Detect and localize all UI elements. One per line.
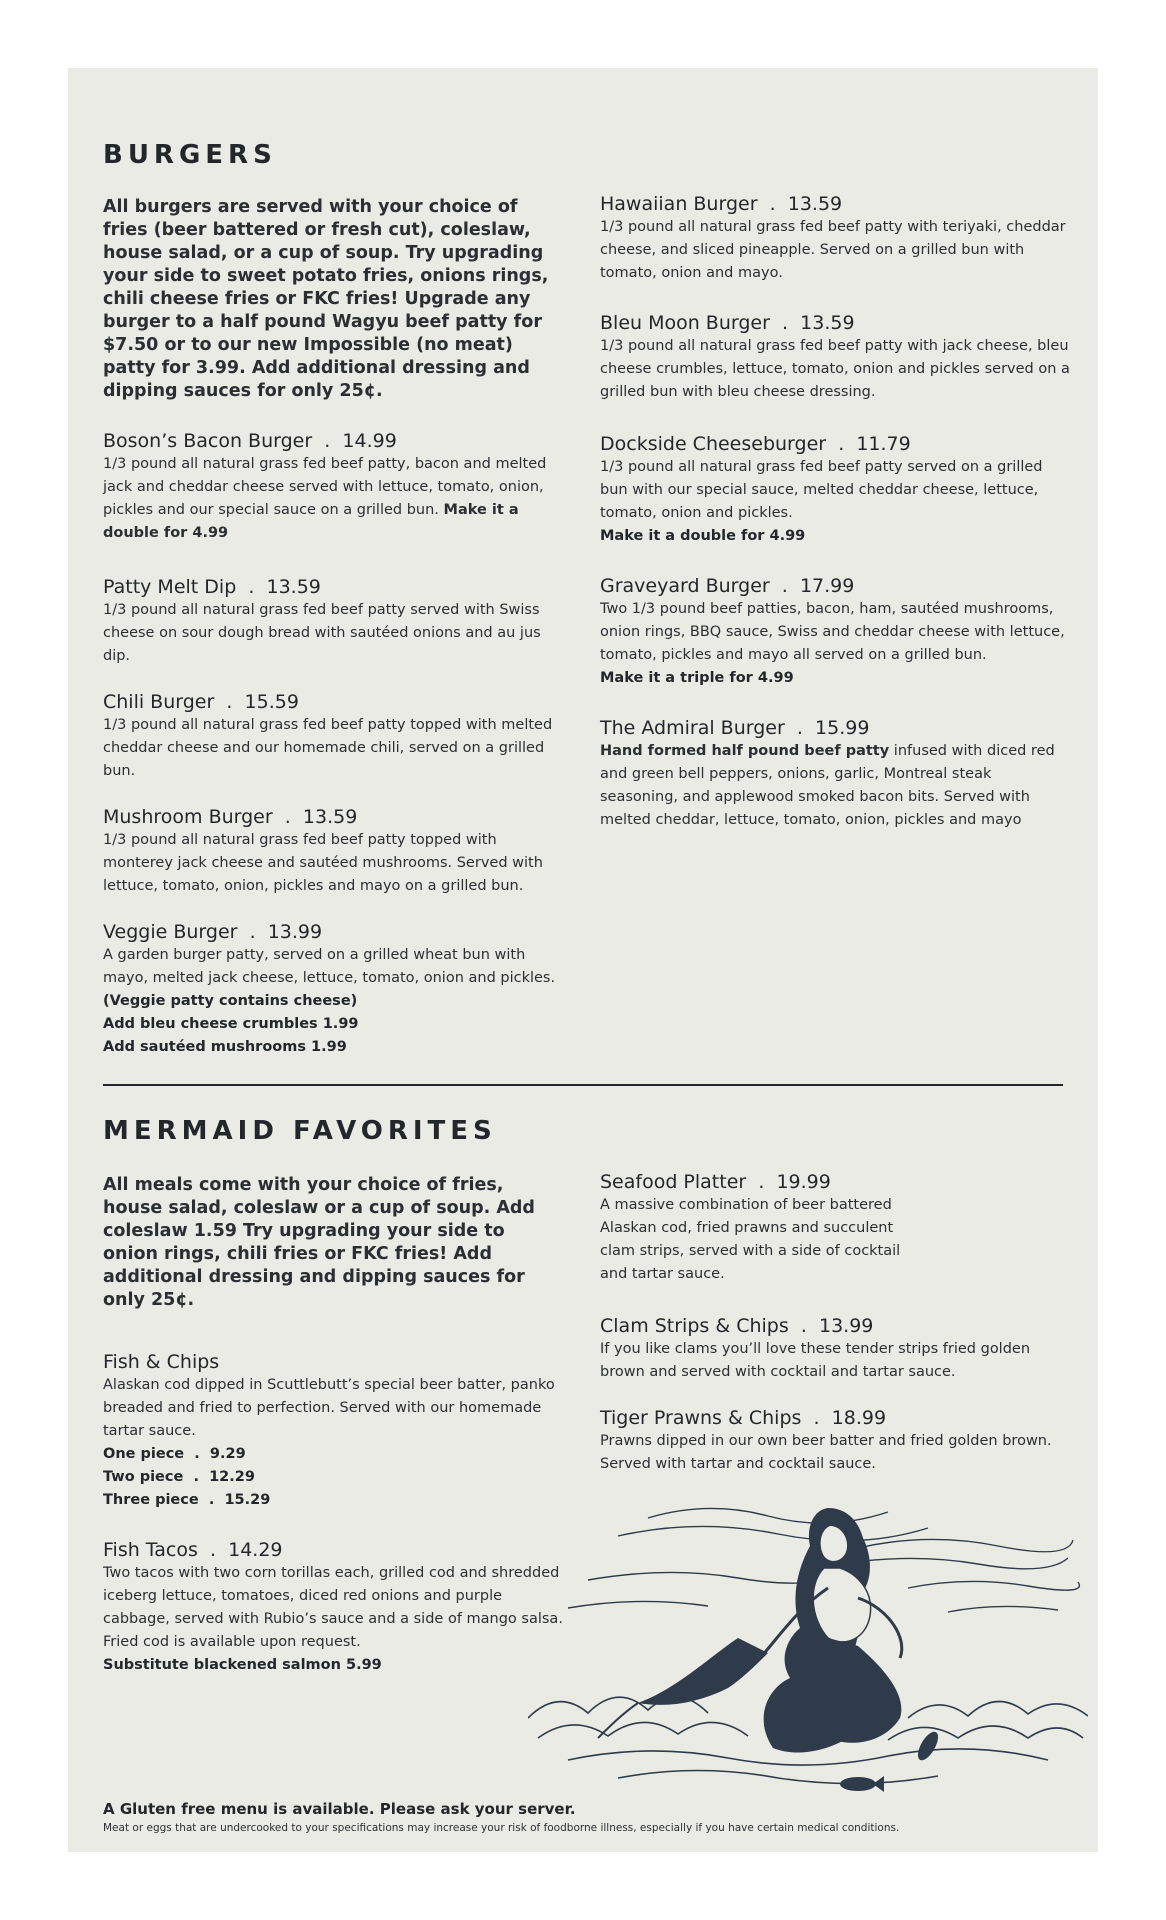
item-option [103, 1466, 563, 1489]
item-description: A massive combination of beer battered Alaskan cod, fried prawns and succulent clam strips, served with a side of cocktail and tartar sauce. [600, 1197, 901, 1282]
item-heading [600, 1406, 1072, 1430]
item-heading [600, 716, 1072, 740]
menu-item [600, 192, 1072, 285]
item-price: 13.99 [818, 1315, 874, 1337]
separator-dot: . [782, 312, 789, 334]
item-heading [600, 311, 1072, 335]
separator-dot: . [209, 1539, 217, 1561]
item-heading [600, 192, 1072, 216]
item-desc-text: 1/3 pound all natural grass fed beef patty, bacon and melted jack and cheddar cheese served with lettuce, tomato, onion, pickles and our special sauce on a grilled bun. [103, 456, 547, 518]
mermaid-illustration [528, 1488, 1088, 1798]
menu-item [600, 432, 1072, 548]
menu-item [103, 429, 563, 545]
item-name: Chili Burger [103, 691, 215, 713]
item-lead: Hand formed half pound beef patty [600, 743, 890, 759]
item-description: Prawns dipped in our own beer batter and fried golden brown. Served with tartar and cocktail sauce. [600, 1433, 1052, 1472]
item-heading [103, 1538, 563, 1562]
menu-item [103, 805, 563, 898]
item-description: Alaskan cod dipped in Scuttlebutt’s special beer batter, panko breaded and fried to perfection. Served with our homemade tartar sauce. [103, 1377, 555, 1439]
item-name: Clam Strips & Chips [600, 1315, 789, 1337]
item-heading [103, 575, 563, 599]
item-description: 1/3 pound all natural grass fed beef patty topped with monterey jack cheese and sautéed mushrooms. Served with lettuce, tomato, onion, pickles and mayo on a grilled bun. [103, 832, 543, 894]
separator-dot: . [194, 1446, 200, 1462]
item-description: A garden burger patty, served on a grilled wheat bun with mayo, melted jack cheese, lettuce, tomato, onion and pickles. [103, 947, 556, 986]
item-description [600, 740, 1072, 832]
menu-item [103, 690, 563, 783]
separator-dot: . [796, 717, 803, 739]
item-option [103, 1443, 563, 1466]
menu-item [103, 1350, 563, 1512]
item-name: Seafood Platter [600, 1171, 747, 1193]
separator-dot: . [758, 1171, 765, 1193]
menu-item [103, 1538, 563, 1677]
menu-item [600, 1314, 1072, 1384]
section-divider [103, 1084, 1063, 1086]
item-heading [600, 1170, 930, 1194]
menu-item [600, 1406, 1072, 1476]
burgers-title: BURGERS [103, 140, 277, 170]
item-heading [103, 690, 563, 714]
separator-dot: . [193, 1469, 199, 1485]
separator-dot: . [781, 575, 788, 597]
mermaid-left-column [103, 1174, 563, 1699]
option-label: Three piece [103, 1492, 199, 1508]
item-price: 13.59 [302, 806, 358, 828]
item-name: Graveyard Burger [600, 575, 770, 597]
item-price: 13.59 [800, 312, 855, 334]
item-note: Substitute blackened salmon 5.99 [103, 1657, 382, 1673]
option-price: 9.29 [209, 1446, 246, 1462]
item-note: Make it a double for 4.99 [103, 502, 519, 541]
mermaid-figure [598, 1508, 902, 1753]
separator-dot: . [249, 921, 256, 943]
item-price: 14.99 [342, 430, 397, 452]
item-description: 1/3 pound all natural grass fed beef patty served on a grilled bun with our special sauce, melted cheddar cheese, lettuce, tomato, onion and pickles. [600, 459, 1043, 521]
mermaid-favorites-title: MERMAID FAVORITES [103, 1116, 497, 1146]
gluten-free-notice: A Gluten free menu is available. Please ask your server. [103, 1800, 576, 1818]
item-note: (Veggie patty contains cheese) [103, 993, 358, 1009]
item-price: 15.59 [244, 691, 299, 713]
item-name: Fish Tacos [103, 1539, 198, 1561]
item-description: 1/3 pound all natural grass fed beef patty with teriyaki, cheddar cheese, and sliced pineapple. Served on a grilled bun with tomato, onion and mayo. [600, 219, 1066, 281]
item-price: 13.59 [266, 576, 321, 598]
item-name: Dockside Cheeseburger [600, 433, 827, 455]
item-price: 13.99 [267, 921, 323, 943]
option-price: 15.29 [224, 1492, 271, 1508]
item-option [103, 1489, 563, 1512]
option-label: One piece [103, 1446, 185, 1462]
item-name: Mushroom Burger [103, 806, 273, 828]
option-price: 12.29 [209, 1469, 255, 1485]
item-price: 15.99 [815, 717, 870, 739]
item-note: Make it a double for 4.99 [600, 528, 806, 544]
item-price: 14.29 [228, 1539, 283, 1561]
item-heading [103, 920, 563, 944]
item-description: If you like clams you’ll love these tender strips fried golden brown and served with cocktail and tartar sauce. [600, 1341, 1031, 1380]
item-name: Boson’s Bacon Burger [103, 430, 313, 452]
item-heading [600, 574, 1072, 598]
item-name: Fish & Chips [103, 1351, 220, 1373]
item-name: Hawaiian Burger [600, 193, 758, 215]
item-heading [103, 805, 563, 829]
item-description: 1/3 pound all natural grass fed beef patty with jack cheese, bleu cheese crumbles, lettuce, tomato, onion and pickles served on a grilled bun with bleu cheese dressing. [600, 338, 1070, 400]
item-heading [600, 432, 1072, 456]
item-note: Make it a triple for 4.99 [600, 670, 794, 686]
item-price: 17.99 [799, 575, 855, 597]
separator-dot: . [813, 1407, 820, 1429]
burgers-right-column [600, 192, 1072, 854]
item-heading [103, 429, 563, 453]
item-note: Add sautéed mushrooms 1.99 [103, 1039, 347, 1055]
food-safety-disclaimer: Meat or eggs that are undercooked to your specifications may increase your risk of foodborne illness, especially if you have certain medical conditions. [103, 1822, 900, 1834]
separator-dot: . [838, 433, 845, 455]
item-description: Two tacos with two corn torillas each, grilled cod and shredded iceberg lettuce, tomatoes, diced red onions and purple cabbage, served with Rubio’s sauce and a side of mango salsa. Fried cod is available upon request. [103, 1565, 563, 1650]
separator-dot: . [800, 1315, 807, 1337]
item-description: Two 1/3 pound beef patties, bacon, ham, sautéed mushrooms, onion rings, BBQ sauce, Swiss and cheddar cheese with lettuce, tomato, pickles and mayo all served on a grilled bun. [600, 601, 1065, 663]
item-desc-text: infused with diced red and green bell peppers, onions, garlic, Montreal steak seasoning, and applewood smoked bacon bits. Served with melted cheddar, lettuce, tomato, onion, pickles and mayo [600, 743, 1055, 828]
item-price: 11.79 [856, 433, 911, 455]
item-name: Bleu Moon Burger [600, 312, 770, 334]
item-description: 1/3 pound all natural grass fed beef patty served with Swiss cheese on sour dough bread with sautéed onions and au jus dip. [103, 602, 541, 664]
item-name: Tiger Prawns & Chips [600, 1407, 802, 1429]
item-heading [600, 1314, 1072, 1338]
menu-item [600, 716, 1072, 832]
menu-item [103, 920, 563, 1059]
item-name: Veggie Burger [103, 921, 238, 943]
menu-item [600, 311, 1072, 404]
menu-item [600, 574, 1072, 690]
burgers-left-column [103, 196, 563, 1081]
item-name: The Admiral Burger [600, 717, 785, 739]
separator-dot: . [284, 806, 291, 828]
burgers-intro: All burgers are served with your choice of fries (beer battered or fresh cut), coleslaw, house salad, or a cup of soup. Try upgrading your side to sweet potato fries, onions rings, chili cheese fries or FKC fries! Upgrade any burger to a half pound Wagyu beef patty for $7.50 or to our new Impossible (no meat) patty for 3.99. Add additional dressing and dipping sauces for only 25¢. [103, 197, 549, 401]
option-label: Two piece [103, 1469, 184, 1485]
separator-dot: . [324, 430, 331, 452]
mermaid-intro: All meals come with your choice of fries, house salad, coleslaw or a cup of soup. Add coleslaw 1.59 Try upgrading your side to onion rings, chili fries or FKC fries! Add additional dressing and dipping sauces for only 25¢. [103, 1175, 535, 1310]
separator-dot: . [226, 691, 233, 713]
item-price: 13.59 [787, 193, 843, 215]
item-price: 19.99 [776, 1171, 831, 1193]
item-note: Add bleu cheese crumbles 1.99 [103, 1016, 359, 1032]
menu-item [600, 1170, 930, 1286]
item-name: Patty Melt Dip [103, 576, 237, 598]
separator-dot: . [769, 193, 776, 215]
menu-item [103, 575, 563, 668]
item-price: 18.99 [831, 1407, 887, 1429]
item-description: 1/3 pound all natural grass fed beef patty topped with melted cheddar cheese and our homemade chili, served on a grilled bun. [103, 717, 553, 779]
mermaid-right-column [600, 1170, 1072, 1498]
item-description [103, 453, 563, 545]
separator-dot: . [248, 576, 255, 598]
separator-dot: . [208, 1492, 215, 1508]
menu-panel [68, 68, 1098, 1852]
